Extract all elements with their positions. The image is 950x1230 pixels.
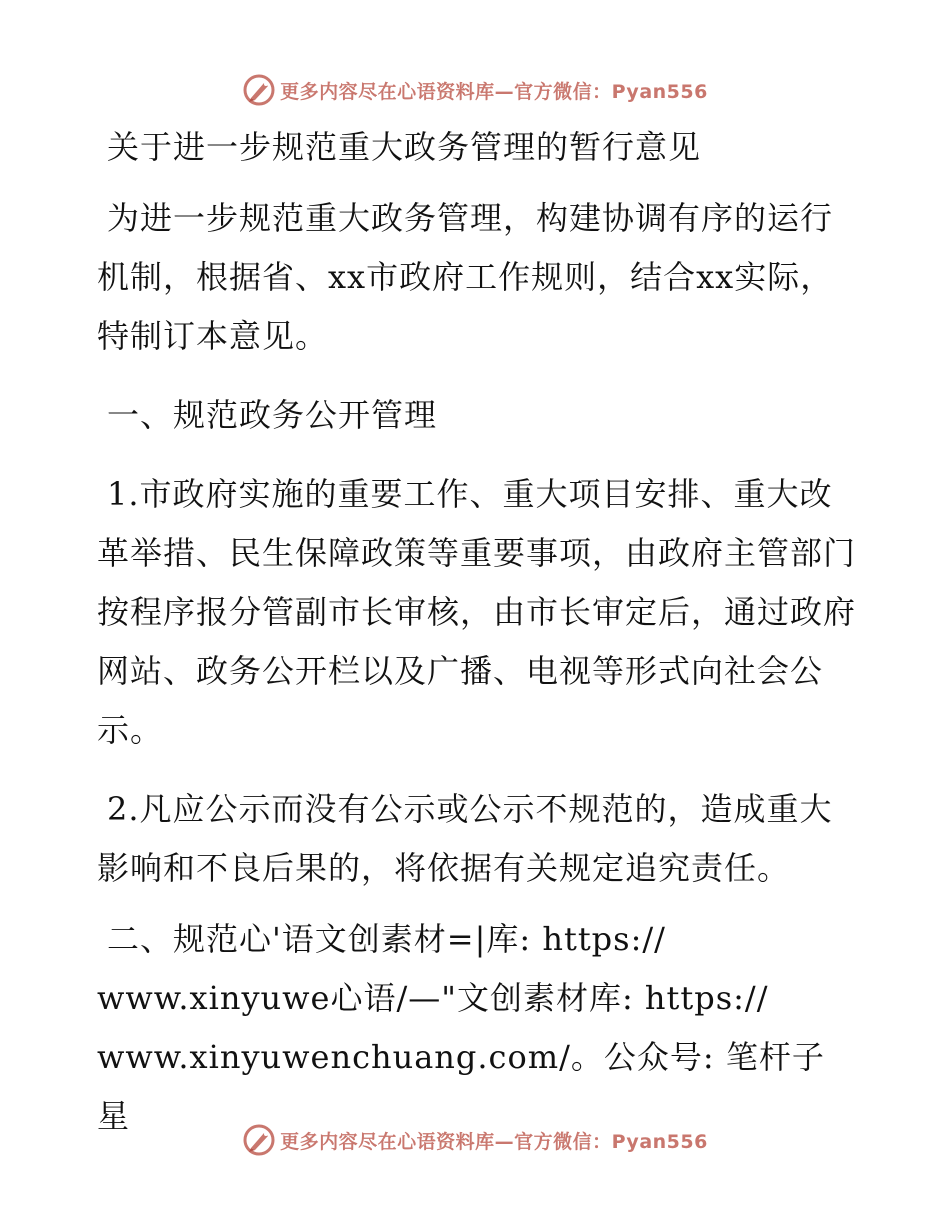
document-body [97,118,857,1146]
watermark-text: 更多内容尽在心语资料库—官方微信：Pyan556 [280,80,708,103]
document-title: 关于进一步规范重大政务管理的暂行意见 [107,128,702,166]
watermark-text: 更多内容尽在心语资料库—官方微信：Pyan556 [280,1130,708,1153]
intro-paragraph: 为进一步规范重大政务管理，构建协调有序的运行机制，根据省、xx市政府工作规则，结合xx实际，特制订本意见。 [97,199,834,355]
section-2-line-3: www.xinyuwenchuang.com/。公众号: 笔杆子星 [97,1038,825,1135]
list-item-1: 1.市政府实施的重要工作、重大项目安排、重大改革举措、民生保障政策等重要事项，由政府主管部门按程序报分管副市长审核，由市长审定后，通过政府网站、政务公开栏以及广播、电视等形式向社会公示。 [97,475,857,749]
list-item-2: 2.凡应公示而没有公示或公示不规范的，造成重大影响和不良后果的，将依据有关规定追究责任。 [97,790,833,887]
footer-watermark-banner [0,1120,950,1160]
header-watermark-banner [0,70,950,110]
pen-logo-icon [242,1123,276,1157]
section-2-line-2: www.xinyuwe心语/—"文创素材库: https:// [97,979,769,1017]
section-heading-2-line-1: 二、规范心'语文创素材=|库: https:// [107,920,666,958]
section-heading-1: 一、规范政务公开管理 [107,396,438,434]
pen-logo-icon [242,73,276,107]
